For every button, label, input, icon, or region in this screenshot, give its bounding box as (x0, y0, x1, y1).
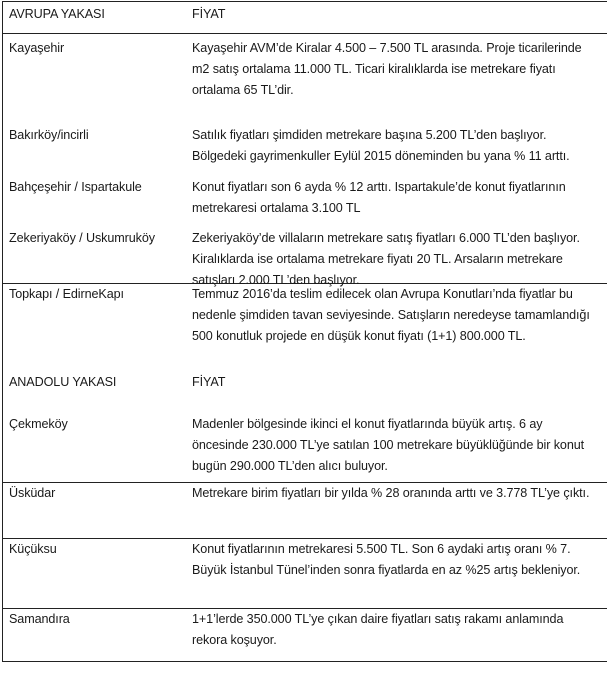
region-name: Üsküdar (9, 486, 56, 500)
price-text: Metrekare birim fiyatları bir yılda % 28 oranında arttı ve 3.778 TL’ye çıktı. (192, 486, 590, 500)
west-east-block (3, 284, 607, 483)
price-text: Satılık fiyatları şimdiden metrekare başına 5.200 TL’den başlıyor. Bölgedeki gayrimenkuller Eylül 2015 döneminden bu yana % 11 arttı. (192, 128, 570, 163)
price-text: Konut fiyatlarının metrekaresi 5.500 TL. Son 6 aydaki artış oranı % 7. Büyük İstanbul Tünel’inden sonra fiyatlarda en az %25 artış bekleniyor. (192, 542, 581, 577)
table-row-block (3, 539, 607, 609)
table-row (3, 609, 607, 651)
price-text: Konut fiyatları son 6 ayda % 12 arttı. Ispartakule’de konut fiyatlarının metrekaresi ortalama 3.100 TL (192, 180, 566, 215)
price-text: Zekeriyaköy’de villaların metrekare satış fiyatları 6.000 TL’den başlıyor. Kiralıklarda ise ortalama metrekare fiyatı 20 TL. Arsaların metrekare satışları 2.000 TL’den başlıyor. (192, 231, 580, 287)
table-row (3, 483, 607, 504)
region-name: Topkapı / EdirneKapı (9, 287, 124, 301)
price-text: 1+1’lerde 350.000 TL’ye çıkan daire fiyatları satış rakamı anlamında rekora koşuyor. (192, 612, 564, 647)
price-table (2, 1, 607, 662)
header-region: ANADOLU YAKASI (9, 375, 117, 389)
table-row (3, 284, 607, 372)
header-east (3, 372, 607, 414)
table-row (3, 177, 607, 228)
header-region: AVRUPA YAKASI (9, 7, 105, 21)
header-price: FİYAT (192, 375, 226, 389)
region-name: Bakırköy/incirli (9, 128, 89, 142)
region-name: Zekeriyaköy / Uskumruköy (9, 231, 155, 245)
table-row-block (3, 483, 607, 539)
region-name: Çekmeköy (9, 417, 68, 431)
table-row (3, 228, 607, 291)
price-text: Kayaşehir AVM’de Kiralar 4.500 – 7.500 TL arasında. Proje ticarilerinde m2 satış ortalama 11.000 TL. Ticari kiralıklarda ise metrekare fiyatı ortalama 65 TL’dir. (192, 41, 582, 97)
table-row (3, 539, 607, 581)
region-name: Samandıra (9, 612, 70, 626)
region-name: Kayaşehir (9, 41, 65, 55)
west-block-1 (3, 34, 607, 287)
header-west (3, 2, 607, 34)
region-name: Bahçeşehir / Ispartakule (9, 180, 142, 194)
table-row (3, 125, 607, 177)
price-text: Temmuz 2016’da teslim edilecek olan Avrupa Konutları’nda fiyatlar bu nedenle şimdiden tavan seviyesinde. Satışların neredeyse tamamlandığı 500 konutluk projede en düşük konut fiyatı (1+1) 800.000 TL. (192, 287, 590, 343)
header-price: FİYAT (192, 7, 226, 21)
table-row (3, 414, 607, 477)
table-row (3, 34, 607, 125)
price-text: Madenler bölgesinde ikinci el konut fiyatlarında büyük artış. 6 ay öncesinde 230.000 TL’ye satılan 100 metrekare büyüklüğünde bir konut bugün 290.000 TL’den alıcı buluyor. (192, 417, 585, 473)
region-name: Küçüksu (9, 542, 57, 556)
table-row-block (3, 609, 607, 662)
